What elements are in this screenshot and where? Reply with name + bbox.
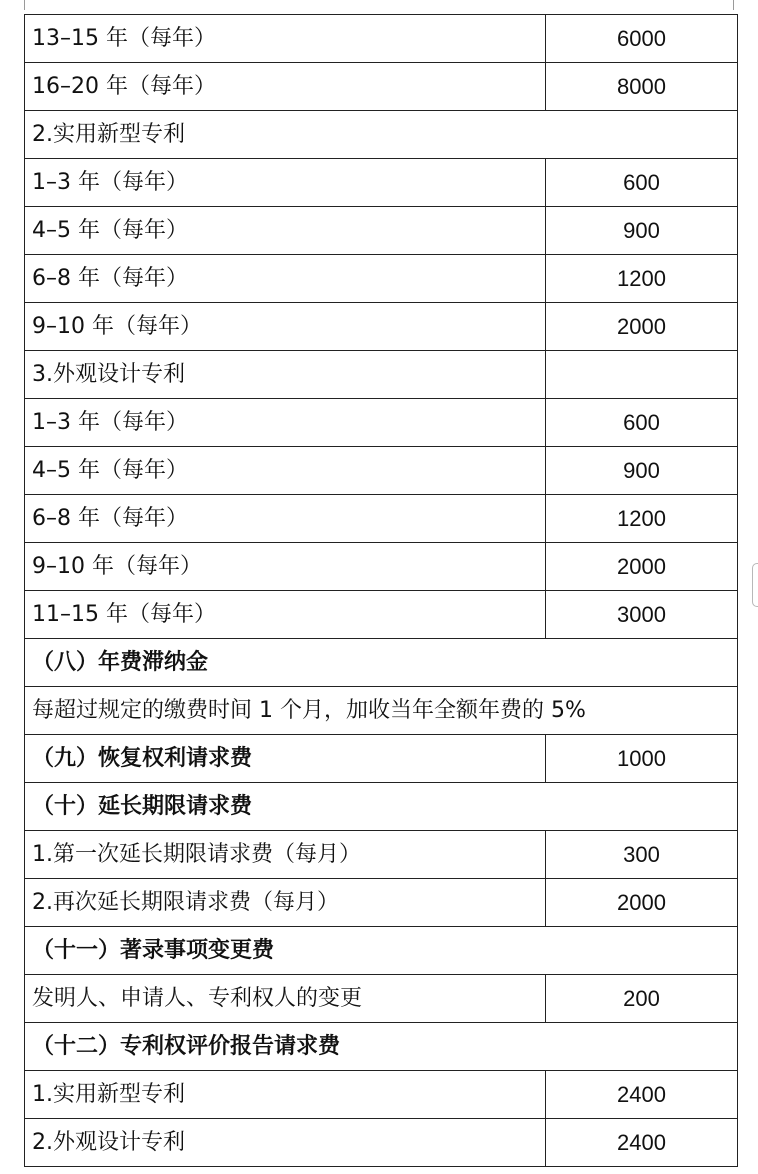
row-amount: 3000 xyxy=(546,591,738,639)
section-heading: （八）年费滞纳金 xyxy=(25,639,738,687)
table-row xyxy=(25,1071,738,1119)
row-amount: 1200 xyxy=(546,255,738,303)
fee-table xyxy=(24,14,738,1167)
page-corner-mark-left xyxy=(24,0,25,10)
row-label: 1.第一次延长期限请求费（每月） xyxy=(25,831,546,879)
table-row xyxy=(25,447,738,495)
section-label: 3.外观设计专利 xyxy=(25,351,546,399)
row-amount: 2000 xyxy=(546,543,738,591)
row-label: 6–8 年（每年） xyxy=(25,255,546,303)
table-row xyxy=(25,351,738,399)
table-row xyxy=(25,15,738,63)
row-amount: 8000 xyxy=(546,63,738,111)
section-heading: （十）延长期限请求费 xyxy=(25,783,738,831)
table-row xyxy=(25,975,738,1023)
table-row xyxy=(25,495,738,543)
row-amount: 1200 xyxy=(546,495,738,543)
table-row xyxy=(25,687,738,735)
row-amount: 900 xyxy=(546,447,738,495)
side-scroll-tab[interactable] xyxy=(752,563,758,607)
row-label: 6–8 年（每年） xyxy=(25,495,546,543)
table-row xyxy=(25,831,738,879)
row-label: 2.外观设计专利 xyxy=(25,1119,546,1167)
row-label: 发明人、申请人、专利权人的变更 xyxy=(25,975,546,1023)
row-label: 4–5 年（每年） xyxy=(25,447,546,495)
row-label: 2.再次延长期限请求费（每月） xyxy=(25,879,546,927)
row-label: 1–3 年（每年） xyxy=(25,159,546,207)
table-row xyxy=(25,207,738,255)
row-amount: 2400 xyxy=(546,1119,738,1167)
table-row xyxy=(25,63,738,111)
table-row xyxy=(25,927,738,975)
row-label: 13–15 年（每年） xyxy=(25,15,546,63)
table-row xyxy=(25,735,738,783)
table-row xyxy=(25,639,738,687)
row-amount: 900 xyxy=(546,207,738,255)
row-label: 1.实用新型专利 xyxy=(25,1071,546,1119)
row-amount: 6000 xyxy=(546,15,738,63)
table-row xyxy=(25,879,738,927)
row-label: 1–3 年（每年） xyxy=(25,399,546,447)
table-row xyxy=(25,783,738,831)
section-heading: （九）恢复权利请求费 xyxy=(25,735,546,783)
page-corner-mark-right xyxy=(733,0,734,10)
row-amount: 600 xyxy=(546,159,738,207)
row-label: 4–5 年（每年） xyxy=(25,207,546,255)
row-label: 16–20 年（每年） xyxy=(25,63,546,111)
table-row xyxy=(25,1023,738,1071)
late-fee-description: 每超过规定的缴费时间 1 个月，加收当年全额年费的 5% xyxy=(25,687,738,735)
table-row xyxy=(25,255,738,303)
table-row xyxy=(25,399,738,447)
row-amount: 300 xyxy=(546,831,738,879)
row-label: 11–15 年（每年） xyxy=(25,591,546,639)
section-heading: （十二）专利权评价报告请求费 xyxy=(25,1023,738,1071)
row-amount: 1000 xyxy=(546,735,738,783)
table-row xyxy=(25,1119,738,1167)
table-row xyxy=(25,591,738,639)
row-label: 9–10 年（每年） xyxy=(25,543,546,591)
table-row xyxy=(25,303,738,351)
row-amount: 2400 xyxy=(546,1071,738,1119)
empty-amount-cell xyxy=(546,351,738,399)
row-amount: 2000 xyxy=(546,879,738,927)
table-row xyxy=(25,111,738,159)
table-row xyxy=(25,543,738,591)
section-label: 2.实用新型专利 xyxy=(25,111,738,159)
section-heading: （十一）著录事项变更费 xyxy=(25,927,738,975)
row-amount: 200 xyxy=(546,975,738,1023)
row-amount: 600 xyxy=(546,399,738,447)
table-row xyxy=(25,159,738,207)
row-label: 9–10 年（每年） xyxy=(25,303,546,351)
row-amount: 2000 xyxy=(546,303,738,351)
